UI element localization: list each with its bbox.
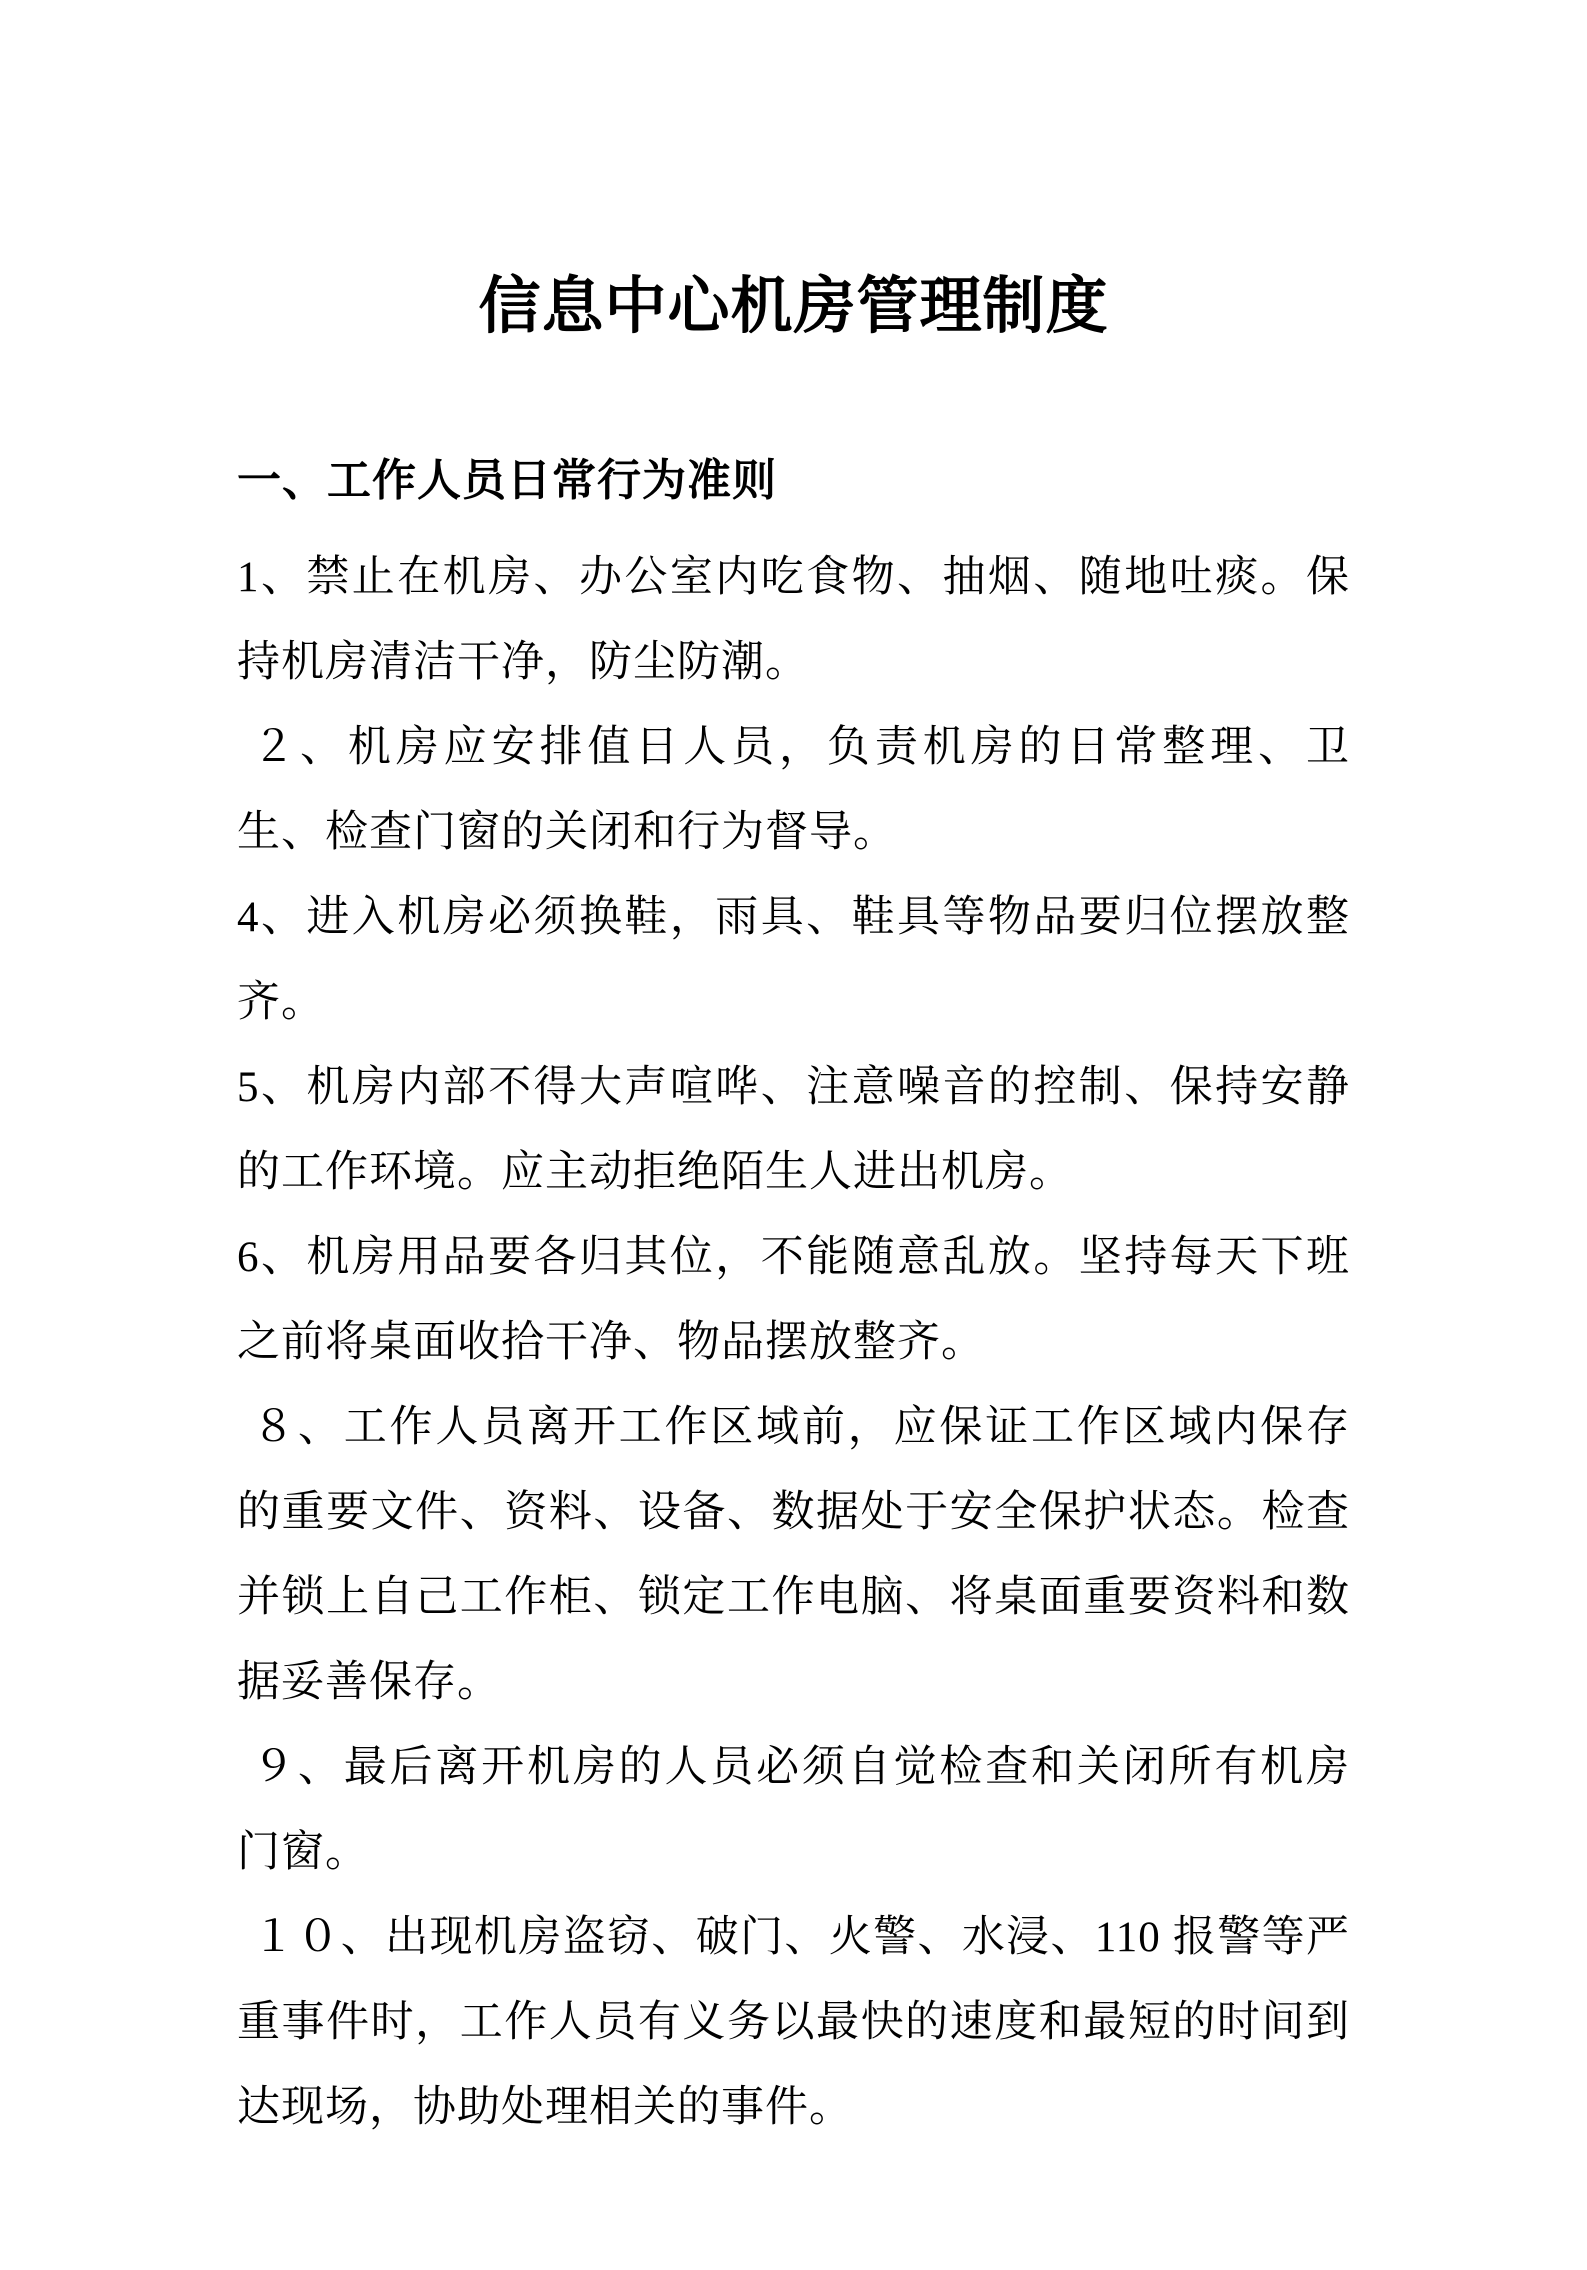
document-body	[237, 535, 1350, 2150]
section-heading: 一、工作人员日常行为准则	[237, 456, 777, 505]
paragraph-4: 4、进入机房必须换鞋，雨具、鞋具等物品要归位摆放整齐。	[237, 894, 1350, 1026]
document-title: 信息中心机房管理制度	[478, 273, 1109, 341]
paragraph-6: 6、机房用品要各归其位，不能随意乱放。坚持每天下班之前将桌面收拾干净、物品摆放整齐。	[237, 1234, 1350, 1366]
paragraph-10: １０、出现机房盗窃、破门、火警、水浸、110 报警等严重事件时，工作人员有义务以最快的速度和最短的时间到达现场，协助处理相关的事件。	[237, 1914, 1350, 2131]
paragraph-5: 5、机房内部不得大声喧哗、注意噪音的控制、保持安静的工作环境。应主动拒绝陌生人进出机房。	[237, 1064, 1350, 1196]
paragraph-1: 1、禁止在机房、办公室内吃食物、抽烟、随地吐痰。保持机房清洁干净，防尘防潮。	[237, 554, 1350, 686]
paragraph-8: ８、工作人员离开工作区域前，应保证工作区域内保存的重要文件、资料、设备、数据处于安全保护状态。检查并锁上自己工作柜、锁定工作电脑、将桌面重要资料和数据妥善保存。	[237, 1404, 1350, 1706]
paragraph-9: ９、最后离开机房的人员必须自觉检查和关闭所有机房门窗。	[237, 1744, 1350, 1876]
paragraph-2: ２、机房应安排值日人员，负责机房的日常整理、卫生、检查门窗的关闭和行为督导。	[237, 724, 1350, 856]
